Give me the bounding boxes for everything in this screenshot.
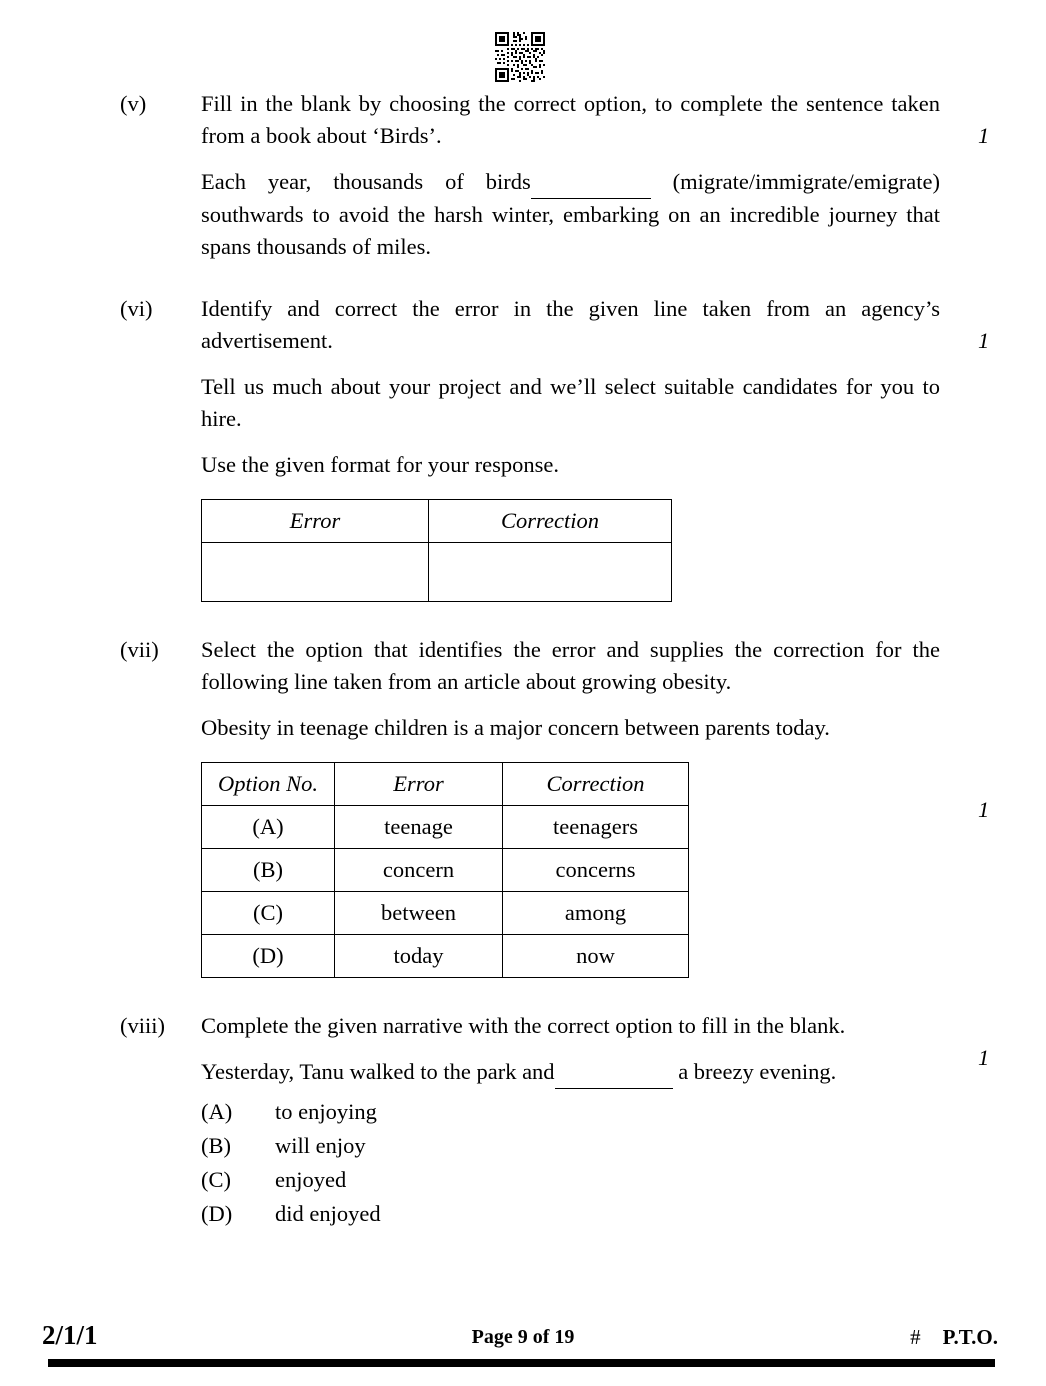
question-v-numeral: (v) [120, 91, 147, 116]
question-viii-sentence [201, 1056, 940, 1089]
question-v-mark: 1 [978, 123, 990, 148]
question-viii-prompt: Complete the given narrative with the correct option to fill in the blank. [201, 1013, 846, 1038]
error-correction-table [201, 499, 672, 602]
option-label: (D) [202, 935, 335, 978]
qr-code-icon [495, 32, 545, 82]
question-v-prompt: Fill in the blank by choosing the correct option, to complete the sentence taken from a book about ‘Birds’. [201, 91, 940, 148]
option-label: (B) [202, 849, 335, 892]
question-vi-numeral: (vi) [120, 296, 153, 321]
fill-blank[interactable] [531, 166, 651, 199]
answer-cell-error[interactable] [202, 543, 429, 602]
option-error: today [335, 935, 503, 978]
question-vii-mark: 1 [978, 797, 990, 822]
option-text: did enjoyed [275, 1201, 381, 1226]
page-number-label: Page 9 of 19 [471, 1326, 575, 1348]
list-item[interactable] [201, 1163, 940, 1197]
question-vi-prompt: Identify and correct the error in the given line taken from an agency’s advertisement. [201, 296, 940, 353]
paper-code: 2/1/1 [42, 1320, 98, 1350]
mcq-option-list [201, 1095, 940, 1231]
question-v-sentence [201, 166, 940, 263]
answer-cell-correction[interactable] [429, 543, 672, 602]
option-text: will enjoy [275, 1133, 366, 1158]
option-correction: teenagers [503, 806, 689, 849]
table-header-row [202, 763, 689, 806]
option-text: to enjoying [275, 1099, 377, 1124]
question-viii-numeral: (viii) [120, 1013, 165, 1038]
option-text: enjoyed [275, 1167, 347, 1192]
option-label: (C) [202, 892, 335, 935]
page-footer [0, 1318, 1046, 1378]
footer-divider [48, 1359, 995, 1367]
fill-blank[interactable] [555, 1056, 673, 1089]
table-row [202, 543, 672, 602]
option-label: (A) [201, 1099, 233, 1124]
table-row[interactable] [202, 935, 689, 978]
question-vi [0, 293, 1046, 602]
option-correction: now [503, 935, 689, 978]
option-label: (B) [201, 1133, 231, 1158]
question-vi-mark: 1 [978, 328, 990, 353]
column-header-correction: Correction [429, 500, 672, 543]
question-vii-quoted-line: Obesity in teenage children is a major concern between parents today. [201, 715, 830, 740]
option-label: (D) [201, 1201, 233, 1226]
table-row[interactable] [202, 806, 689, 849]
question-vi-instruction: Use the given format for your response. [201, 452, 560, 477]
table-row[interactable] [202, 892, 689, 935]
footer-right-group [910, 1322, 998, 1355]
question-vii-numeral: (vii) [120, 637, 159, 662]
question-v-sentence-part1: Each year, thousands of birds [201, 169, 531, 194]
options-table [201, 762, 689, 978]
column-header-error: Error [335, 763, 503, 806]
option-correction: among [503, 892, 689, 935]
column-header-correction: Correction [503, 763, 689, 806]
column-header-error: Error [202, 500, 429, 543]
question-v-sentence-part2: (migrate/immigrate/emigrate) southwards to avoid the harsh winter, embarking on an incredible journey that spans thousands of miles. [201, 169, 940, 259]
option-error: between [335, 892, 503, 935]
hash-mark: # [910, 1325, 921, 1349]
list-item[interactable] [201, 1095, 940, 1129]
question-list [0, 88, 1046, 1231]
question-vii [0, 634, 1046, 978]
list-item[interactable] [201, 1197, 940, 1231]
table-row[interactable] [202, 849, 689, 892]
question-vi-quoted-line: Tell us much about your project and we’ll select suitable candidates for you to hire. [201, 374, 940, 431]
question-vii-prompt: Select the option that identifies the error and supplies the correction for the following line taken from an article about growing obesity. [201, 637, 940, 694]
question-viii-sentence-part2: a breezy evening. [678, 1059, 837, 1084]
question-v [0, 88, 1046, 263]
option-label: (C) [201, 1167, 231, 1192]
table-header-row [202, 500, 672, 543]
option-error: concern [335, 849, 503, 892]
list-item[interactable] [201, 1129, 940, 1163]
option-label: (A) [202, 806, 335, 849]
column-header-option-no: Option No. [202, 763, 335, 806]
question-viii [0, 1010, 1046, 1231]
option-correction: concerns [503, 849, 689, 892]
question-viii-sentence-part1: Yesterday, Tanu walked to the park and [201, 1059, 555, 1084]
pto-label: P.T.O. [942, 1325, 998, 1349]
option-error: teenage [335, 806, 503, 849]
question-viii-mark: 1 [978, 1045, 990, 1070]
